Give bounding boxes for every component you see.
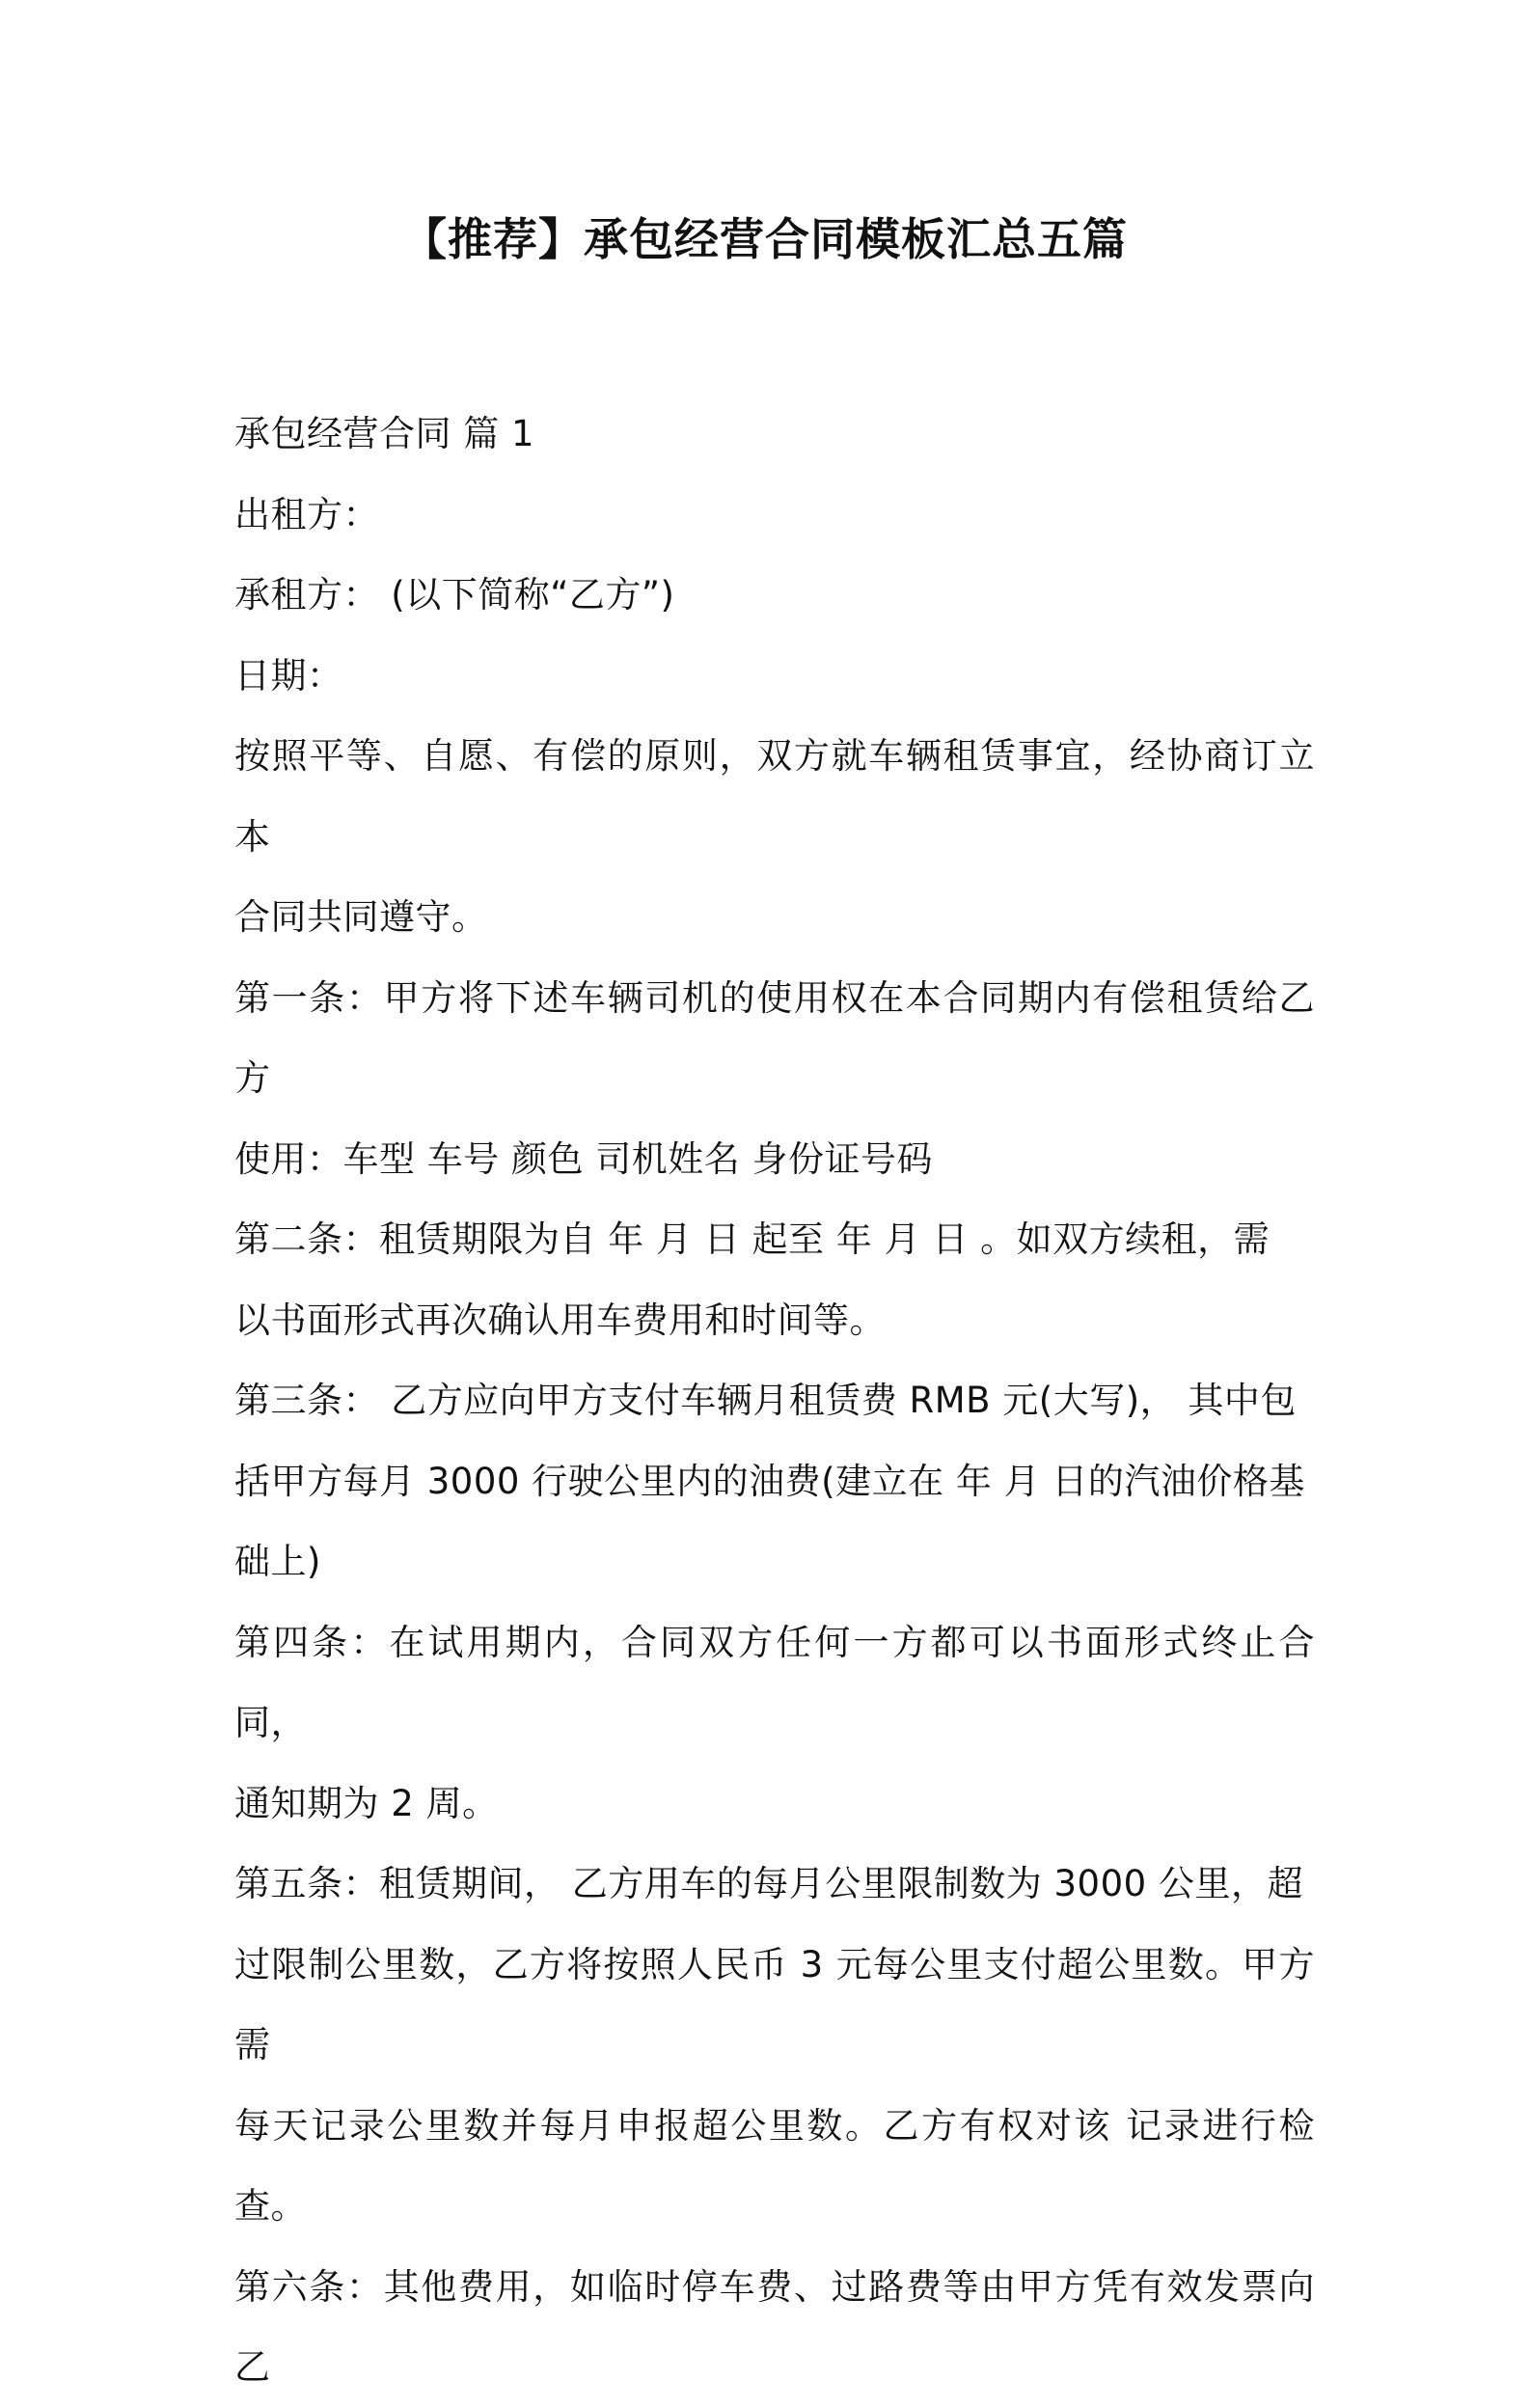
clause-5-line: 每天记录公里数并每月申报超公里数。乙方有权对该 记录进行检查。 [234, 2104, 1315, 2227]
clause-3-line: 括甲方每月 3000 行驶公里内的油费(建立在 年 月 日的汽油价格基 [234, 1460, 1305, 1502]
preamble-line: 按照平等、自愿、有偿的原则，双方就车辆租赁事宜，经协商订立本 [234, 735, 1315, 858]
clause-1-line: 使用：车型 车号 颜色 司机姓名 身份证号码 [234, 1137, 934, 1180]
clause-2-line: 以书面形式再次确认用车费用和时间等。 [234, 1299, 886, 1341]
lessor-line: 出租方： [234, 493, 379, 535]
document-title: 【推荐】承包经营合同模板汇总五篇 [402, 213, 1128, 265]
document-body [234, 394, 1315, 2408]
clause-2-line: 第二条：租赁期限为自 年 月 日 起至 年 月 日 。如双方续租，需 [234, 1218, 1270, 1260]
clause-6-line: 第六条：其他费用，如临时停车费、过路费等由甲方凭有效发票向 乙 [234, 2265, 1315, 2388]
section-heading: 承包经营合同 篇 1 [234, 413, 535, 454]
clause-4-line: 通知期为 2 周。 [234, 1782, 499, 1824]
date-line: 日期： [234, 654, 343, 697]
clause-5-line: 过限制公里数，乙方将按照人民币 3 元每公里支付超公里数。甲方需 [234, 1943, 1315, 2066]
clause-1-line: 第一条：甲方将下述车辆司机的使用权在本合同期内有偿租赁给乙方 [234, 976, 1315, 1099]
clause-4-line: 第四条：在试用期内，合同双方任何一方都可以书面形式终止合同， [234, 1621, 1315, 1743]
preamble-line: 合同共同遵守。 [234, 896, 488, 938]
clause-3-line: 础上) [234, 1541, 321, 1582]
lessee-line: 承租方： (以下简称“乙方”) [234, 574, 675, 616]
clause-3-line: 第三条： 乙方应向甲方支付车辆月租赁费 RMB 元(大写)， 其中包 [234, 1380, 1297, 1421]
clause-5-line: 第五条：租赁期间， 乙方用车的每月公里限制数为 3000 公里，超 [234, 1863, 1303, 1904]
